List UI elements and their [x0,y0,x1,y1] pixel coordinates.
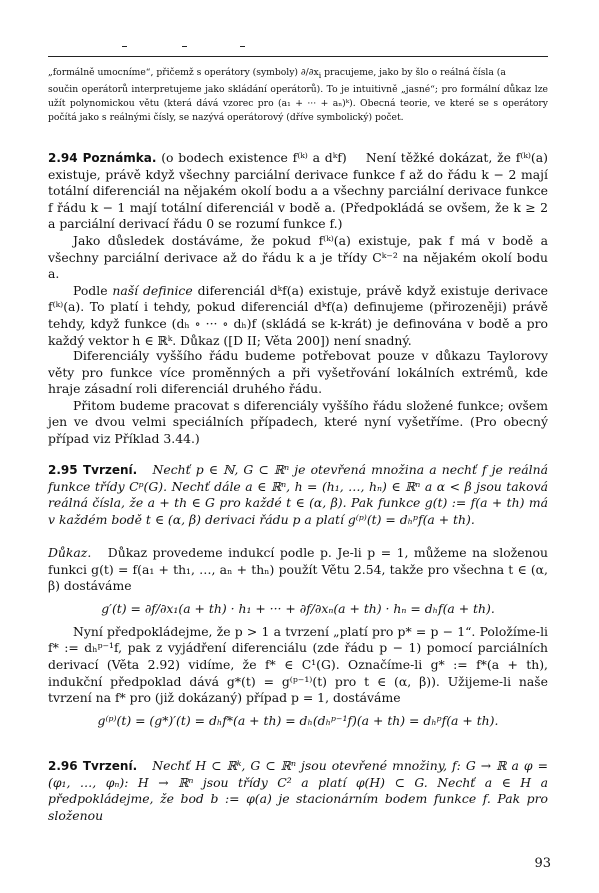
footnote-line1: „formálně umocníme“, přičemž s operátory (symboly) $\partial/\partial x_i$ pracujeme, jako by šlo o reálná čísla (a [48,67,506,80]
proposition-2-96 [48,758,548,824]
paragraph-group [48,348,548,448]
proof-p1: Důkaz. Důkaz provedeme indukcí podle p. Je-li p = 1, můžeme na složenou funkci g(t) = f(a₁ + th₁, …, aₙ + thₙ) použít Větu 2.54, takže pro všechna t ∈ (α, β) dostáváme [48,545,548,594]
remark-2-94-p1 [48,150,548,233]
equation-2: g⁽ᵖ⁾(t) = (g*)′(t) = dₕf*(a + th) = dₕ(dₕᵖ⁻¹f)(a + th) = dₕᵖf(a + th). [97,712,499,728]
header-mark-1 [122,46,127,47]
paragraph-higher-differentials: Diferenciály vyššího řádu budeme potřebovat pouze v důkazu Taylorovy věty pro funkce více proměnných a při vyšetřování lokálních extrémů, kde hraje zásadní roli diferenciál druhého řádu. [48,348,548,397]
header-mark-2 [182,46,187,47]
page-number: 93 [534,856,551,871]
proof-p2: Nyní předpokládejme, že p > 1 a tvrzení „platí pro p* = p − 1“. Položíme-li f* := dₕᵖ⁻¹f, pak z vyjádření diferenciálu (zde řádu p − 1) pomocí parciálních derivací (Věta 2.92) vidíme, že f* ∈ C¹(G). Označíme-li g* := f*(a + th), indukční předpoklad dává g*(t) = g⁽ᵖ⁻¹⁾(t) pro t ∈ (α, β)). Užijeme-li naše tvrzení na f* pro (již dokázaný) případ p = 1, dostáváme [48,623,548,706]
proposition-2-95-statement: 2.95 Tvrzení. Nechť p ∈ ℕ, G ⊂ ℝⁿ je otevřená množina a nechť f je reálná funkce třídy Cᵖ(G). Nechť dále a ∈ ℝⁿ, h = (h₁, …, hₙ) ∈ ℝⁿ a α < β jsou taková reálná čísla, že a + th ∈ G pro každé t ∈ (α, β). Pak funkce g(t) := f(a + th) má v každém bodě t ∈ (α, β) derivaci řádu p a platí g⁽ᵖ⁾(t) = dₕᵖf(a + th). [48,462,548,527]
remark-title: (o bodech existence f⁽ᵏ⁾ a dᵏf) [156,150,347,165]
proposition-2-96-statement: 2.96 Tvrzení. Nechť H ⊂ ℝᵏ, G ⊂ ℝⁿ jsou otevřené množiny, f: G → ℝ a φ = (φ₁, …, φₙ): H → ℝⁿ jsou třídy C² a platí φ(H) ⊂ G. Nechť a ∈ H a předpokládejme, že bod b := φ(a) je stacionárním bodem funkce f. Pak pro složenou [48,758,548,823]
proposition-heading: 2.95 Tvrzení. [48,463,138,477]
remark-2-94-p3: Podle naší definice diferenciál dᵏf(a) existuje, právě když existuje derivace f⁽ᵏ⁾(a). To platí i tehdy, pokud diferenciál dᵏf(a) definujeme (přirozeněji) právě tehdy, když funkce (dₕ ∘ ··· ∘ dₕ)f (skládá se k-krát) je definována v bodě a pro každý vektor h ∈ ℝᵏ. Důkaz ([D II; Věta 200]) není snadný. [48,282,549,348]
proposition-heading-2: 2.96 Tvrzení. [48,759,138,773]
remark-2-94-p2: Jako důsledek dostáváme, že pokud f⁽ᵏ⁾(a) existuje, pak f má v bodě a všechny parciální derivace až do řádu k a je třídy Cᵏ⁻² na nějakém okolí bodu a. [48,232,548,282]
remark-heading: 2.94 Poznámka. [48,151,157,165]
paragraph-composite: Přitom budeme pracovat s diferenciály vyššího řádu složené funkce; ovšem jen ve dvou velmi speciálních případech, které nyní vyšetříme. (Pro obecný případ viz Příklad 3.44.) [48,397,548,446]
proposition-2-95 [48,462,548,528]
header-rule [48,56,548,57]
proof-label: Důkaz. [48,545,92,560]
header-mark-3 [240,46,245,47]
remark-2-94 [48,150,548,349]
footnote-line2: součin operátorů interpretujeme jako skládání operátorů). To je intuitivně „jasné“; pro formální důkaz lze užít polynomickou větu (která dává vzorec pro (a₁ + ··· + aₙ)ᵏ). Obecná teorie, ve které se s operátory počítá jako s reálnými čísly, se nazývá operátorový (dříve symbolický) počet. [48,83,548,123]
remark-text-1: Není těžké dokázat, že f⁽ᵏ⁾(a) existuje, právě když všechny parciální derivace funkce f až do řádu k − 2 mají totální diferenciál na nějakém okolí bodu a a všechny parciální derivace funkce f řádu k − 1 mají totální diferenciál v bodě a. (Předpokládá se ovšem, že k ≥ 2 a parciální derivací řádu 0 se rozumí funkce f.) [48,150,548,232]
equation-1: g′(t) = ∂f/∂x₁(a + th) · h₁ + ··· + ∂f/∂xₙ(a + th) · hₙ = dₕf(a + th). [101,600,495,616]
proof-block [48,545,548,736]
footnote-block [48,66,548,125]
